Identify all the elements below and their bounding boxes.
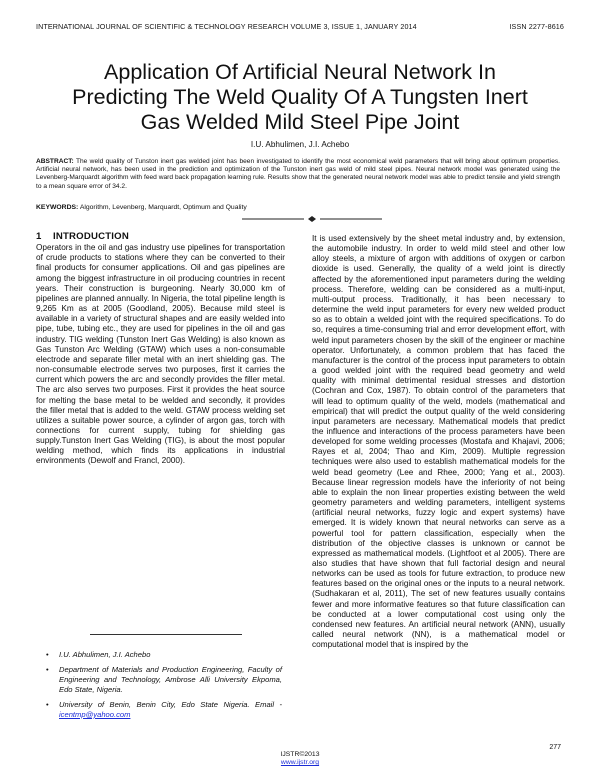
section-title: INTRODUCTION	[53, 231, 129, 242]
author-footnotes	[46, 650, 282, 725]
left-column	[36, 232, 285, 467]
bullet-icon: •	[46, 650, 49, 659]
abstract-text: The weld quality of Tunston inert gas welded joint has been investigated to identify the most economical weld parameters that will bring about optimum properties. Artificial neural network, has been used in the prediction and optimization of the Tunston inert gas weld of mild steel pipes. Neural network model was generated using the Levenberg-Marquardt algorithm with feed ward back propagation learning rule. Results show that the generated neural network model was able to predict tensile and yield strength to a mean square error of 34.2.	[36, 158, 560, 190]
footnote-rule	[90, 634, 242, 635]
title-line: Application Of Artificial Neural Network In	[104, 60, 496, 84]
footnote-text: University of Benin, Benin City, Edo State Nigeria.	[59, 700, 250, 709]
authors: I.U. Abhulimen, J.I. Achebo	[250, 140, 350, 149]
abstract	[36, 158, 560, 191]
running-header	[36, 22, 564, 31]
keywords-text: Algorithm, Levenberg, Marquardt, Optimum and Quality	[79, 204, 247, 211]
page-number: 277	[549, 744, 561, 751]
right-column	[312, 234, 565, 650]
bullet-icon: •	[46, 700, 49, 709]
abstract-label: ABSTRACT:	[36, 158, 74, 165]
email-label: Email -	[255, 700, 282, 709]
copyright-code: IJSTR©2013	[280, 751, 320, 758]
section-heading	[36, 232, 285, 242]
paper-title	[40, 60, 560, 135]
title-line: Gas Welded Mild Steel Pipe Joint	[140, 110, 460, 134]
intro-paragraph: Operators in the oil and gas industry use pipelines for transportation of crude products to stations where they can be converted to their final products for consumer applications. Oil and gas pipelines are among the biggest infrastructure in oil producing countries in recent years. Their construction is burgeoning. Nearly 30,000 km of pipelines are planned annually. In Nigeria, the total pipeline length is 9,265 Km as at 2005 (Goodland, 2005). Because mild steel is available in a variety of structural shapes and are easily welded into pipe, tube, tubing etc., they are used for pipelines in the oil and gas industry. TIG welding (Tunston Inert Gas Welding) is also known as Gas Tunston Arc Welding (GTAW) which uses a non-consumable electrode and separate filler metal with an inert shielding gas. The non-consumable electrode serves two purposes, first it carries the current which powers the arc and secondly provides the filler metal. The arc also serves two purposes. First it provides the heat source for melting the base metal to be welded and secondly, it provides the filler metal that is added to the weld. GTAW process welding set utilizes a suitable power source, a cylinder of argon gas, torch with connections for current supply, tubing for shielding gas supply.Tunston Inert Gas Welding (TIG), is about the most popular welding method, which finds its applications in industrial environments (Dewolf and Francl, 2000).	[36, 243, 285, 466]
footnote-item	[46, 665, 282, 695]
title-line: Predicting The Weld Quality Of A Tungsten Inert	[72, 85, 528, 109]
section-divider	[242, 214, 382, 224]
page-footer	[0, 751, 600, 767]
journal-name: INTERNATIONAL JOURNAL OF SCIENTIFIC & TECHNOLOGY RESEARCH VOLUME 3, ISSUE 1, JANUARY 2014	[36, 22, 417, 31]
right-column-text: It is used extensively by the sheet metal industry and, by extension, the automobile industry. In order to weld mild steel and other low alloy steels, a mixture of argon with additions of oxygen or carbon dioxide is used. Generally, the quality of a weld joint is directly affected by the aforementioned input parameters during the welding process. Therefore, welding can be considered as a multi-input, multi-output process. Traditionally, it has been necessary to determine the weld input parameters for every new welded product so as to obtain a welded joint with the required specifications. To do so, requires a time-consuming trial and error development effort, with weld input parameters chosen by the skill of the engineer or machine operator. Unfortunately, a common problem that has faced the manufacturer is the control of the process input parameters to obtain a good welded joint with the required bead geometry and weld quality with minimal detrimental residual stresses and distortion (Cochran and Cox, 1987). To obtain control of the parameters that will lead to optimum quality of the weld, models (mathematical and empirical) that will predict the output quality of the weld considering input parameters are necessary. Mathematical models that predict the influence and interactions of the process parameters have been developed for some welding processes (Mostafa and Khajavi, 2006; Rayes et al, 2004; Thao and Kim, 2009). Multiple regression techniques were also used to establish mathematical models for the weld bead geometry (Lee and Rhee, 2000; Yang et al., 2003). Because linear regression models have the inferiority of not being able to explain the non linear properties existing between the weld geometry parameters and welding parameters, intelligent systems (artificial neural networks, fuzzy logic and expert systems) have emerged. It is widely known that neural networks can serve as a powerful tool for pattern classification, especially when the distribution of the objective classes is unknown or cannot be expressed as mathematical models. (Lightfoot et al 2005). There are also studies that have shown that full factorial design and neural networks can be used as tools for future extraction, to produce new features based on the original ones or the inputs to a neural network. (Sudhakaran et al, 2011), The set of new features usually contains fewer and more informative features so that future classification can be conducted at a lower computational cost using only the condensed new features. An artificial neural network (ANN), usually called neural network (NN), is a mathematical model or computational model that is inspired by the	[312, 234, 565, 650]
footnote-item	[46, 650, 282, 660]
keywords	[36, 204, 560, 211]
footnote-item	[46, 700, 282, 720]
footnote-text: Department of Materials and Production Engineering, Faculty of Engineering and Technology, Ambrose Alli University Ekpoma, Edo State, Nigeria.	[59, 665, 282, 694]
footnote-text: I.U. Abhulimen, J.I. Achebo	[59, 650, 151, 659]
email-link[interactable]: icentmp@yahoo.com	[59, 710, 131, 719]
keywords-label: KEYWORDS:	[36, 204, 79, 211]
section-number: 1	[36, 231, 42, 242]
website-link[interactable]: www.ijstr.org	[280, 759, 320, 766]
bullet-icon: •	[46, 665, 49, 674]
issn: ISSN 2277-8616	[509, 22, 564, 31]
